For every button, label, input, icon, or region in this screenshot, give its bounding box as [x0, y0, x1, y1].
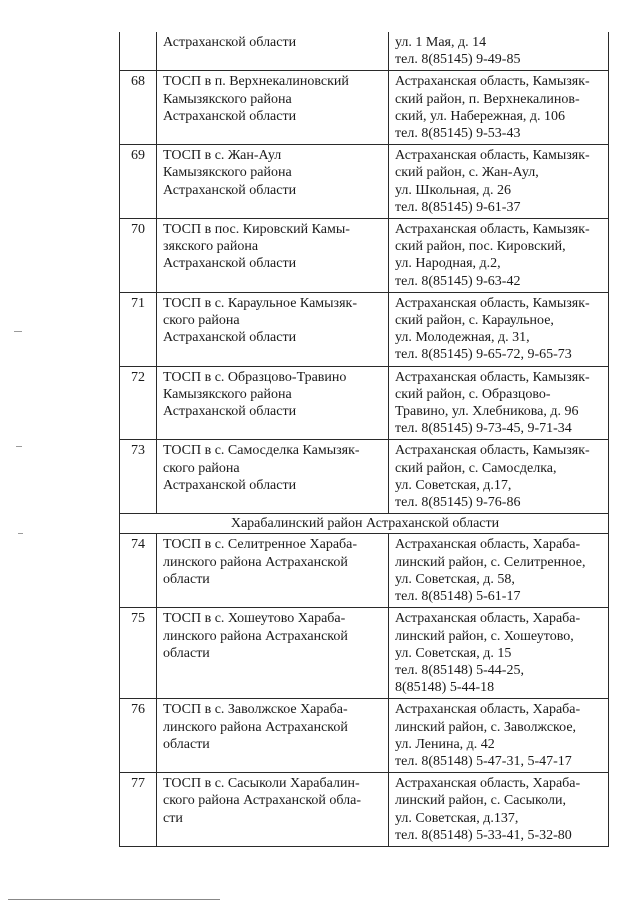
- office-name-cell: ТОСП в с. Самосделка Камызяк- ского района Астраханской области: [157, 440, 389, 514]
- table-row: [120, 145, 609, 219]
- row-number-cell: 69: [120, 145, 157, 219]
- scan-speck: [18, 533, 23, 534]
- office-address-cell: ул. 1 Мая, д. 14 тел. 8(85145) 9-49-85: [389, 32, 609, 71]
- table-row: [120, 71, 609, 145]
- section-heading-row: [120, 514, 609, 534]
- office-name-cell: ТОСП в пос. Кировский Камы- зякского района Астраханской области: [157, 219, 389, 293]
- row-number-cell: 70: [120, 219, 157, 293]
- office-name-cell: ТОСП в п. Верхнекалиновский Камызякского района Астраханской области: [157, 71, 389, 145]
- table-row: [120, 608, 609, 699]
- scan-speck: [16, 446, 22, 447]
- office-name-cell: ТОСП в с. Жан-Аул Камызякского района Астраханской области: [157, 145, 389, 219]
- row-number-cell: [120, 32, 157, 71]
- table-row: [120, 534, 609, 608]
- page-bottom-rule: [8, 899, 220, 900]
- office-address-cell: Астраханская область, Камызяк- ский район, пос. Кировский, ул. Народная, д.2, тел. 8(85145) 9-63-42: [389, 219, 609, 293]
- office-name-cell: ТОСП в с. Сасыколи Харабалин- ского района Астраханской обла- сти: [157, 773, 389, 847]
- table-row-continuation: [120, 32, 609, 71]
- row-number-cell: 72: [120, 366, 157, 440]
- office-address-table: [119, 32, 609, 847]
- table-row: [120, 440, 609, 514]
- row-number-cell: 76: [120, 699, 157, 773]
- office-address-cell: Астраханская область, Хараба- линский район, с. Селитренное, ул. Советская, д. 58, тел. 8(85148) 5-61-17: [389, 534, 609, 608]
- office-name-cell: ТОСП в с. Караульное Камызяк- ского района Астраханской области: [157, 292, 389, 366]
- office-address-cell: Астраханская область, Камызяк- ский район, с. Жан-Аул, ул. Школьная, д. 26 тел. 8(85145) 9-61-37: [389, 145, 609, 219]
- table-row: [120, 773, 609, 847]
- row-number-cell: 71: [120, 292, 157, 366]
- table-row: [120, 699, 609, 773]
- section-heading: Харабалинский район Астраханской области: [120, 514, 609, 534]
- office-name-cell: ТОСП в с. Заволжское Хараба- линского района Астраханской области: [157, 699, 389, 773]
- table-row: [120, 292, 609, 366]
- office-address-cell: Астраханская область, Камызяк- ский район, с. Самосделка, ул. Советская, д.17, тел. 8(85145) 9-76-86: [389, 440, 609, 514]
- office-address-cell: Астраханская область, Хараба- линский район, с. Заволжское, ул. Ленина, д. 42 тел. 8(85148) 5-47-31, 5-47-17: [389, 699, 609, 773]
- office-address-cell: Астраханская область, Камызяк- ский район, с. Образцово- Травино, ул. Хлебникова, д. 96 тел. 8(85145) 9-73-45, 9-71-34: [389, 366, 609, 440]
- office-name-cell: ТОСП в с. Хошеутово Хараба- линского района Астраханской области: [157, 608, 389, 699]
- row-number-cell: 77: [120, 773, 157, 847]
- office-name-cell: ТОСП в с. Селитренное Хараба- линского района Астраханской области: [157, 534, 389, 608]
- office-name-cell: Астраханской области: [157, 32, 389, 71]
- table-row: [120, 366, 609, 440]
- scan-speck: [14, 331, 22, 332]
- office-address-cell: Астраханская область, Камызяк- ский район, с. Караульное, ул. Молодежная, д. 31, тел. 8(85145) 9-65-72, 9-65-73: [389, 292, 609, 366]
- office-address-cell: Астраханская область, Хараба- линский район, с. Сасыколи, ул. Советская, д.137, тел. 8(85148) 5-33-41, 5-32-80: [389, 773, 609, 847]
- office-address-cell: Астраханская область, Камызяк- ский район, п. Верхнекалинов- ский, ул. Набережная, д. 106 тел. 8(85145) 9-53-43: [389, 71, 609, 145]
- row-number-cell: 75: [120, 608, 157, 699]
- table-row: [120, 219, 609, 293]
- row-number-cell: 68: [120, 71, 157, 145]
- office-address-cell: Астраханская область, Хараба- линский район, с. Хошеутово, ул. Советская, д. 15 тел. 8(85148) 5-44-25, 8(85148) 5-44-18: [389, 608, 609, 699]
- office-name-cell: ТОСП в с. Образцово-Травино Камызякского района Астраханской области: [157, 366, 389, 440]
- row-number-cell: 73: [120, 440, 157, 514]
- row-number-cell: 74: [120, 534, 157, 608]
